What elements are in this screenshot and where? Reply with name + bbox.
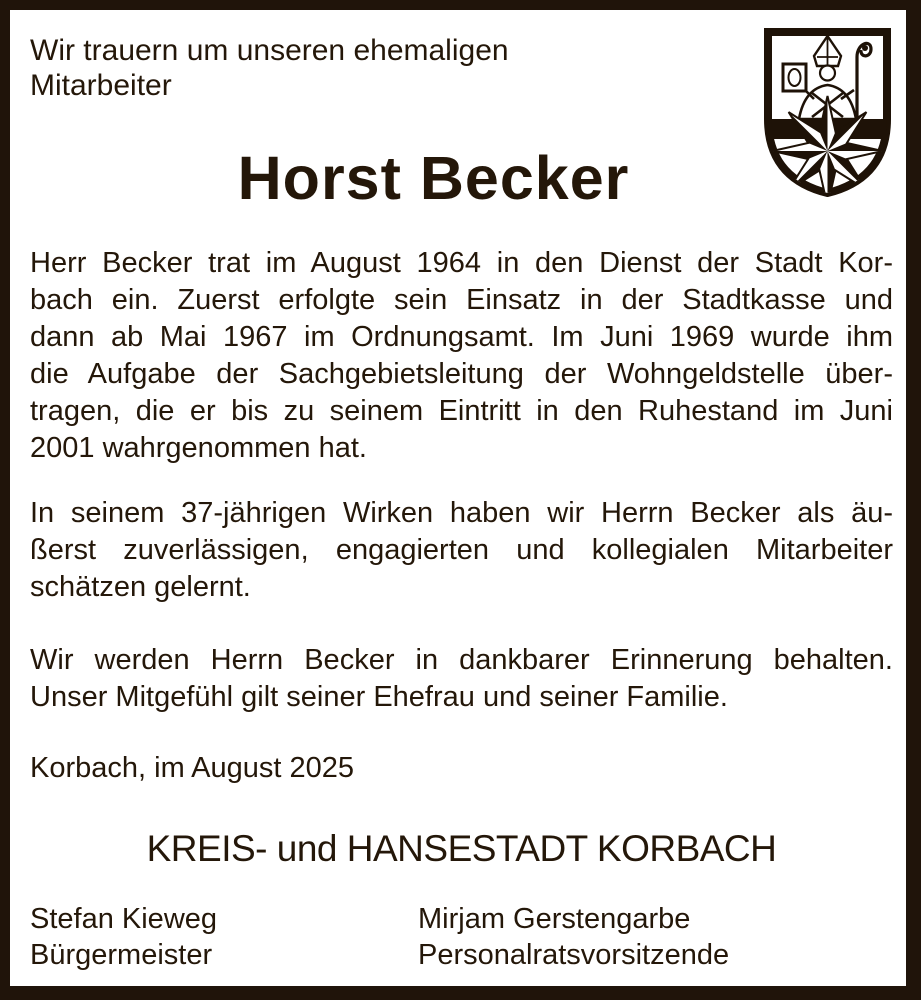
korbach-coat-of-arms-icon [762,27,893,197]
signatory-title: Bürgermeister [30,939,213,971]
text-line: dann ab Mai 1967 im Ordnungsamt. Im Juni 1969 wurde ihm [30,321,893,353]
signatory-name: Mirjam Gerstengarbe [418,903,691,935]
text-line: bach ein. Zuerst erfolgte sein Einsatz in der Stadtkasse und [30,284,893,316]
signatory-left [30,901,418,973]
signatory-right [418,901,729,973]
obituary-paragraph [30,495,893,606]
signature-block [30,901,893,973]
dateline: Korbach, im August 2025 [30,752,355,784]
text-line: 2001 wahrgenommen hat. [30,432,367,464]
organization-name: KREIS- und HANSESTADT KORBACH [146,828,777,869]
text-line: Wir werden Herrn Becker in dankbarer Erinnerung behalten. [30,644,893,676]
text-line: Unser Mitgefühl gilt seiner Ehefrau und seiner Familie. [30,681,728,713]
signatory-title: Personalratsvorsitzende [418,939,730,971]
intro-line: Wir trauern um unseren ehemaligen [30,34,509,67]
deceased-name: Horst Becker [237,144,630,212]
obituary-paragraph [30,245,893,467]
text-line: tragen, die er bis zu seinem Eintritt in den Ruhestand im Juni [30,395,893,427]
intro-text [30,33,590,103]
text-line: Herr Becker trat im August 1964 in den Dienst der Stadt Kor- [30,247,893,279]
text-line: schätzen gelernt. [30,571,251,603]
text-line: die Aufgabe der Sachgebietsleitung der Wohngeldstelle über- [30,358,893,390]
text-line: ßerst zuverlässigen, engagierten und kollegialen Mitarbeiter [30,534,893,566]
signatory-name: Stefan Kieweg [30,903,218,935]
text-line: In seinem 37-jährigen Wirken haben wir Herrn Becker als äu- [30,497,893,529]
intro-line: Mitarbeiter [30,69,172,102]
obituary-paragraph [30,642,893,716]
